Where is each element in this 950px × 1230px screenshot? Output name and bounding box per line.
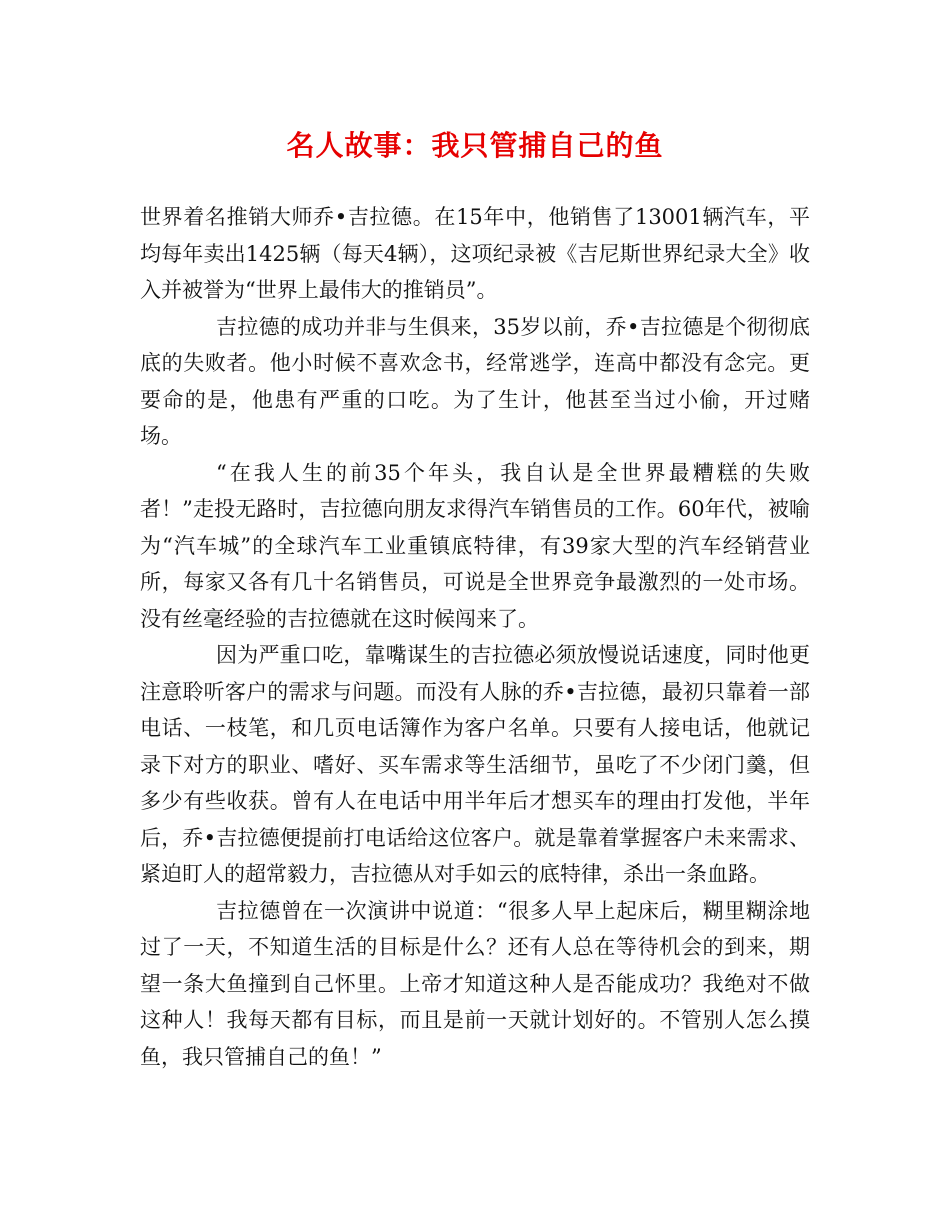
paragraph-1: 世界着名推销大师乔•吉拉德。在15年中，他销售了13001辆汽车，平均每年卖出1425辆（每天4辆），这项纪录被《吉尼斯世界纪录大全》收入并被誉为“世界上最伟大的推销员”。 — [140, 205, 810, 302]
page-title: 名人故事：我只管捕自己的鱼 — [286, 129, 664, 162]
paragraph-4: 因为严重口吃，靠嘴谋生的吉拉德必须放慢说话速度，同时他更注意聆听客户的需求与问题。而没有人脉的乔•吉拉德，最初只靠着一部电话、一枝笔，和几页电话簿作为客户名单。只要有人接电话，他就记录下对方的职业、嗜好、买车需求等生活细节，虽吃了不少闭门羹，但多少有些收获。曾有人在电话中用半年后才想买车的理由打发他，半年后，乔•吉拉德便提前打电话给这位客户。就是靠着掌握客户未来需求、紧迫盯人的超常毅力，吉拉德从对手如云的底特律，杀出一条血路。 — [140, 643, 810, 886]
paragraph-3: “在我人生的前35个年头，我自认是全世界最糟糕的失败者！”走投无路时，吉拉德向朋友求得汽车销售员的工作。60年代，被喻为“汽车城”的全球汽车工业重镇底特律，有39家大型的汽车经销营业所，每家又各有几十名销售员，可说是全世界竞争最激烈的一处市场。没有丝毫经验的吉拉德就在这时候闯来了。 — [140, 460, 810, 631]
paragraph-2: 吉拉德的成功并非与生俱来，35岁以前，乔•吉拉德是个彻彻底底的失败者。他小时候不喜欢念书，经常逃学，连高中都没有念完。更要命的是，他患有严重的口吃。为了生计，他甚至当过小偷，开过赌场。 — [140, 314, 810, 448]
article-body — [140, 199, 810, 1075]
paragraph-5: 吉拉德曾在一次演讲中说道：“很多人早上起床后，糊里糊涂地过了一天，不知道生活的目标是什么？还有人总在等待机会的到来，期望一条大鱼撞到自己怀里。上帝才知道这种人是否能成功？我绝对不做这种人！我每天都有目标，而且是前一天就计划好的。不管别人怎么摸鱼，我只管捕自己的鱼！” — [140, 898, 810, 1069]
